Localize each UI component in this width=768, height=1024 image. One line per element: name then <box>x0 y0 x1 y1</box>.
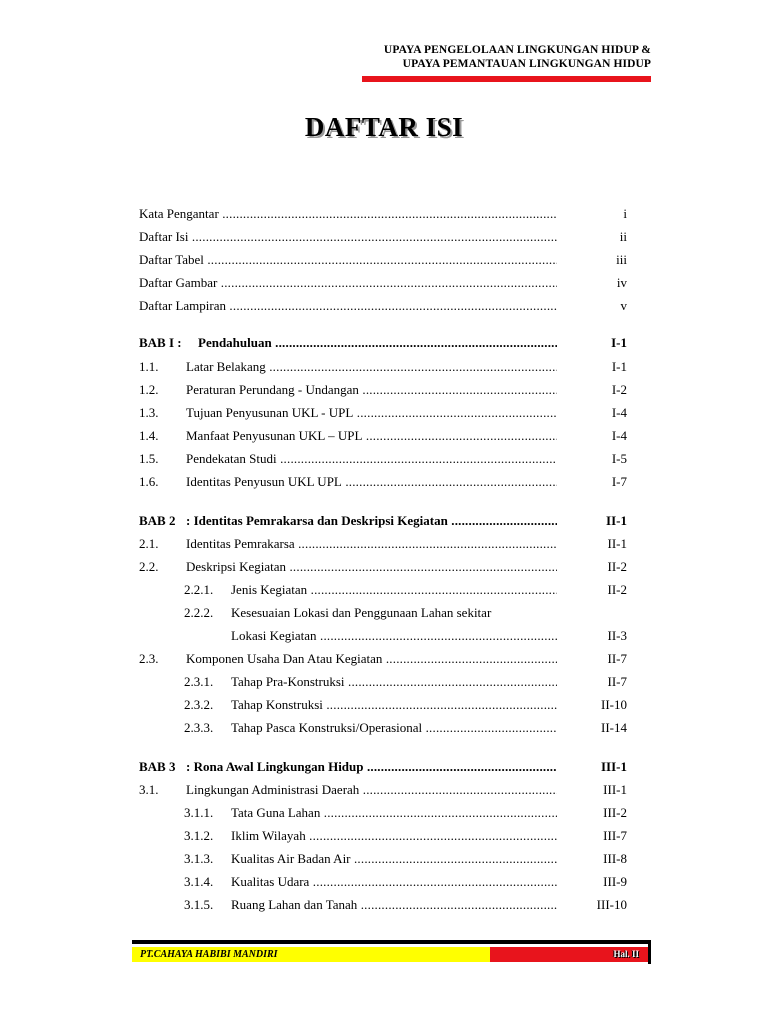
toc-number: 1.5. <box>139 451 159 466</box>
toc-row <box>139 803 629 823</box>
toc-page: III-10 <box>596 897 627 912</box>
toc-label: Jenis Kegiatan ..... <box>231 580 557 600</box>
toc-number: 2.3.2. <box>184 697 214 712</box>
toc-row <box>139 826 629 846</box>
footer-bar <box>132 940 651 964</box>
toc-row <box>139 895 629 915</box>
toc-page: II-1 <box>606 513 627 528</box>
toc-number: BAB 3 <box>139 759 176 774</box>
toc-row <box>139 227 629 247</box>
toc-number: 2.1. <box>139 536 159 551</box>
toc-number: 1.2. <box>139 382 159 397</box>
toc-number: 1.3. <box>139 405 159 420</box>
toc-label: Tahap Pra-Konstruksi ..... <box>231 672 557 692</box>
toc-number: 2.3.3. <box>184 720 214 735</box>
toc-number: 2.2.1. <box>184 582 214 597</box>
toc-label: Daftar Gambar ..... <box>139 273 557 293</box>
toc-row <box>139 426 629 446</box>
toc-row <box>139 449 629 469</box>
toc-label: Komponen Usaha Dan Atau Kegiatan ..... <box>186 649 557 669</box>
toc-number: BAB 2 <box>139 513 176 528</box>
toc-page: iii <box>616 252 627 267</box>
toc-chapter-row <box>139 511 629 531</box>
toc-row <box>139 695 629 715</box>
toc-page: II-10 <box>601 697 627 712</box>
toc-page: i <box>623 206 627 221</box>
footer-top-rule <box>132 940 651 944</box>
toc-label: Ruang Lahan dan Tanah ..... <box>231 895 557 915</box>
toc-label: Pendekatan Studi ..... <box>186 449 557 469</box>
toc-label: Daftar Tabel ..... <box>139 250 557 270</box>
toc-label: Pendahuluan ..... <box>198 333 557 353</box>
toc-page: I-5 <box>611 451 627 466</box>
toc-row <box>139 380 629 400</box>
toc-page: iv <box>616 275 627 290</box>
toc-row <box>139 472 629 492</box>
toc-page: ii <box>619 229 627 244</box>
toc-row <box>139 296 629 316</box>
toc-page: II-3 <box>607 628 627 643</box>
header-line-2: UPAYA PEMANTAUAN LINGKUNGAN HIDUP <box>402 58 651 70</box>
toc-page: III-1 <box>603 782 627 797</box>
toc-row <box>139 250 629 270</box>
toc-page: I-1 <box>611 335 627 350</box>
toc-row <box>139 357 629 377</box>
toc-number: 3.1.2. <box>184 828 214 843</box>
toc-label: Kata Pengantar ..... <box>139 204 557 224</box>
toc-number: 1.1. <box>139 359 159 374</box>
toc-page: I-1 <box>611 359 627 374</box>
toc-page: v <box>620 298 627 313</box>
toc-row <box>139 534 629 554</box>
toc-row <box>139 780 629 800</box>
toc-number: 3.1.3. <box>184 851 214 866</box>
toc-page: I-2 <box>611 382 627 397</box>
toc-page: III-2 <box>603 805 627 820</box>
toc-label: Latar Belakang ..... <box>186 357 557 377</box>
toc-page: III-8 <box>603 851 627 866</box>
footer-page-label: Hal. II <box>613 949 639 959</box>
toc-label: Iklim Wilayah ..... <box>231 826 557 846</box>
toc-number: 2.2.2. <box>184 605 214 620</box>
toc-number: 3.1.1. <box>184 805 214 820</box>
toc-label: Identitas Pemrakarsa ..... <box>186 534 557 554</box>
toc-label: Tahap Konstruksi ..... <box>231 695 557 715</box>
toc-row <box>139 204 629 224</box>
toc-page: III-9 <box>603 874 627 889</box>
toc-number: 3.1. <box>139 782 159 797</box>
toc-page: II-2 <box>607 582 627 597</box>
toc-label: Identitas Penyusun UKL UPL ..... <box>186 472 557 492</box>
toc-page: II-14 <box>601 720 627 735</box>
toc-page: II-2 <box>607 559 627 574</box>
toc-number: 2.2. <box>139 559 159 574</box>
toc-number: 3.1.4. <box>184 874 214 889</box>
toc-number: 3.1.5. <box>184 897 214 912</box>
toc-page: II-7 <box>607 674 627 689</box>
toc-label: Daftar Isi ..... <box>139 227 557 247</box>
toc-number: 1.6. <box>139 474 159 489</box>
toc-number: BAB I : <box>139 335 182 350</box>
footer-company: PT.CAHAYA HABIBI MANDIRI <box>140 949 278 960</box>
toc-row <box>139 403 629 423</box>
toc-row <box>139 718 629 738</box>
toc-number: 2.3.1. <box>184 674 214 689</box>
toc-row <box>139 849 629 869</box>
toc-label: Kesesuaian Lokasi dan Penggunaan Lahan sekitar <box>231 605 492 620</box>
toc-row <box>139 649 629 669</box>
toc-page: III-1 <box>600 759 627 774</box>
header-line-1: UPAYA PENGELOLAAN LINGKUNGAN HIDUP & <box>383 44 651 56</box>
toc-page: II-7 <box>607 651 627 666</box>
toc-label: : Identitas Pemrakarsa dan Deskripsi Kegiatan ..... <box>186 511 557 531</box>
toc-row <box>139 557 629 577</box>
toc-label: Tata Guna Lahan ..... <box>231 803 557 823</box>
toc-number: 1.4. <box>139 428 159 443</box>
toc-page: I-7 <box>611 474 627 489</box>
toc-label: Lingkungan Administrasi Daerah ..... <box>186 780 557 800</box>
toc-row <box>139 626 629 646</box>
toc-chapter-row <box>139 333 629 353</box>
toc-label: Lokasi Kegiatan ..... <box>231 626 557 646</box>
toc-label: Tahap Pasca Konstruksi/Operasional ..... <box>231 718 557 738</box>
toc-page: I-4 <box>611 405 627 420</box>
toc-chapter-row <box>139 757 629 777</box>
toc-label: Peraturan Perundang - Undangan ..... <box>186 380 557 400</box>
toc-row <box>139 872 629 892</box>
toc-label: Kualitas Air Badan Air ..... <box>231 849 557 869</box>
toc-label: : Rona Awal Lingkungan Hidup ..... <box>186 757 557 777</box>
toc-row <box>139 580 629 600</box>
toc-page: I-4 <box>611 428 627 443</box>
toc-row <box>139 273 629 293</box>
toc-page: II-1 <box>607 536 627 551</box>
toc-label: Manfaat Penyusunan UKL – UPL ..... <box>186 426 557 446</box>
toc-number: 2.3. <box>139 651 159 666</box>
toc-row <box>139 672 629 692</box>
toc-page: III-7 <box>603 828 627 843</box>
footer-end-rule <box>648 940 651 964</box>
toc-label: Tujuan Penyusunan UKL - UPL ..... <box>186 403 557 423</box>
toc-label: Deskripsi Kegiatan ..... <box>186 557 557 577</box>
toc-row <box>139 603 629 623</box>
page-title: DAFTAR ISI <box>304 112 464 142</box>
toc-label: Daftar Lampiran ..... <box>139 296 557 316</box>
toc-label: Kualitas Udara ..... <box>231 872 557 892</box>
